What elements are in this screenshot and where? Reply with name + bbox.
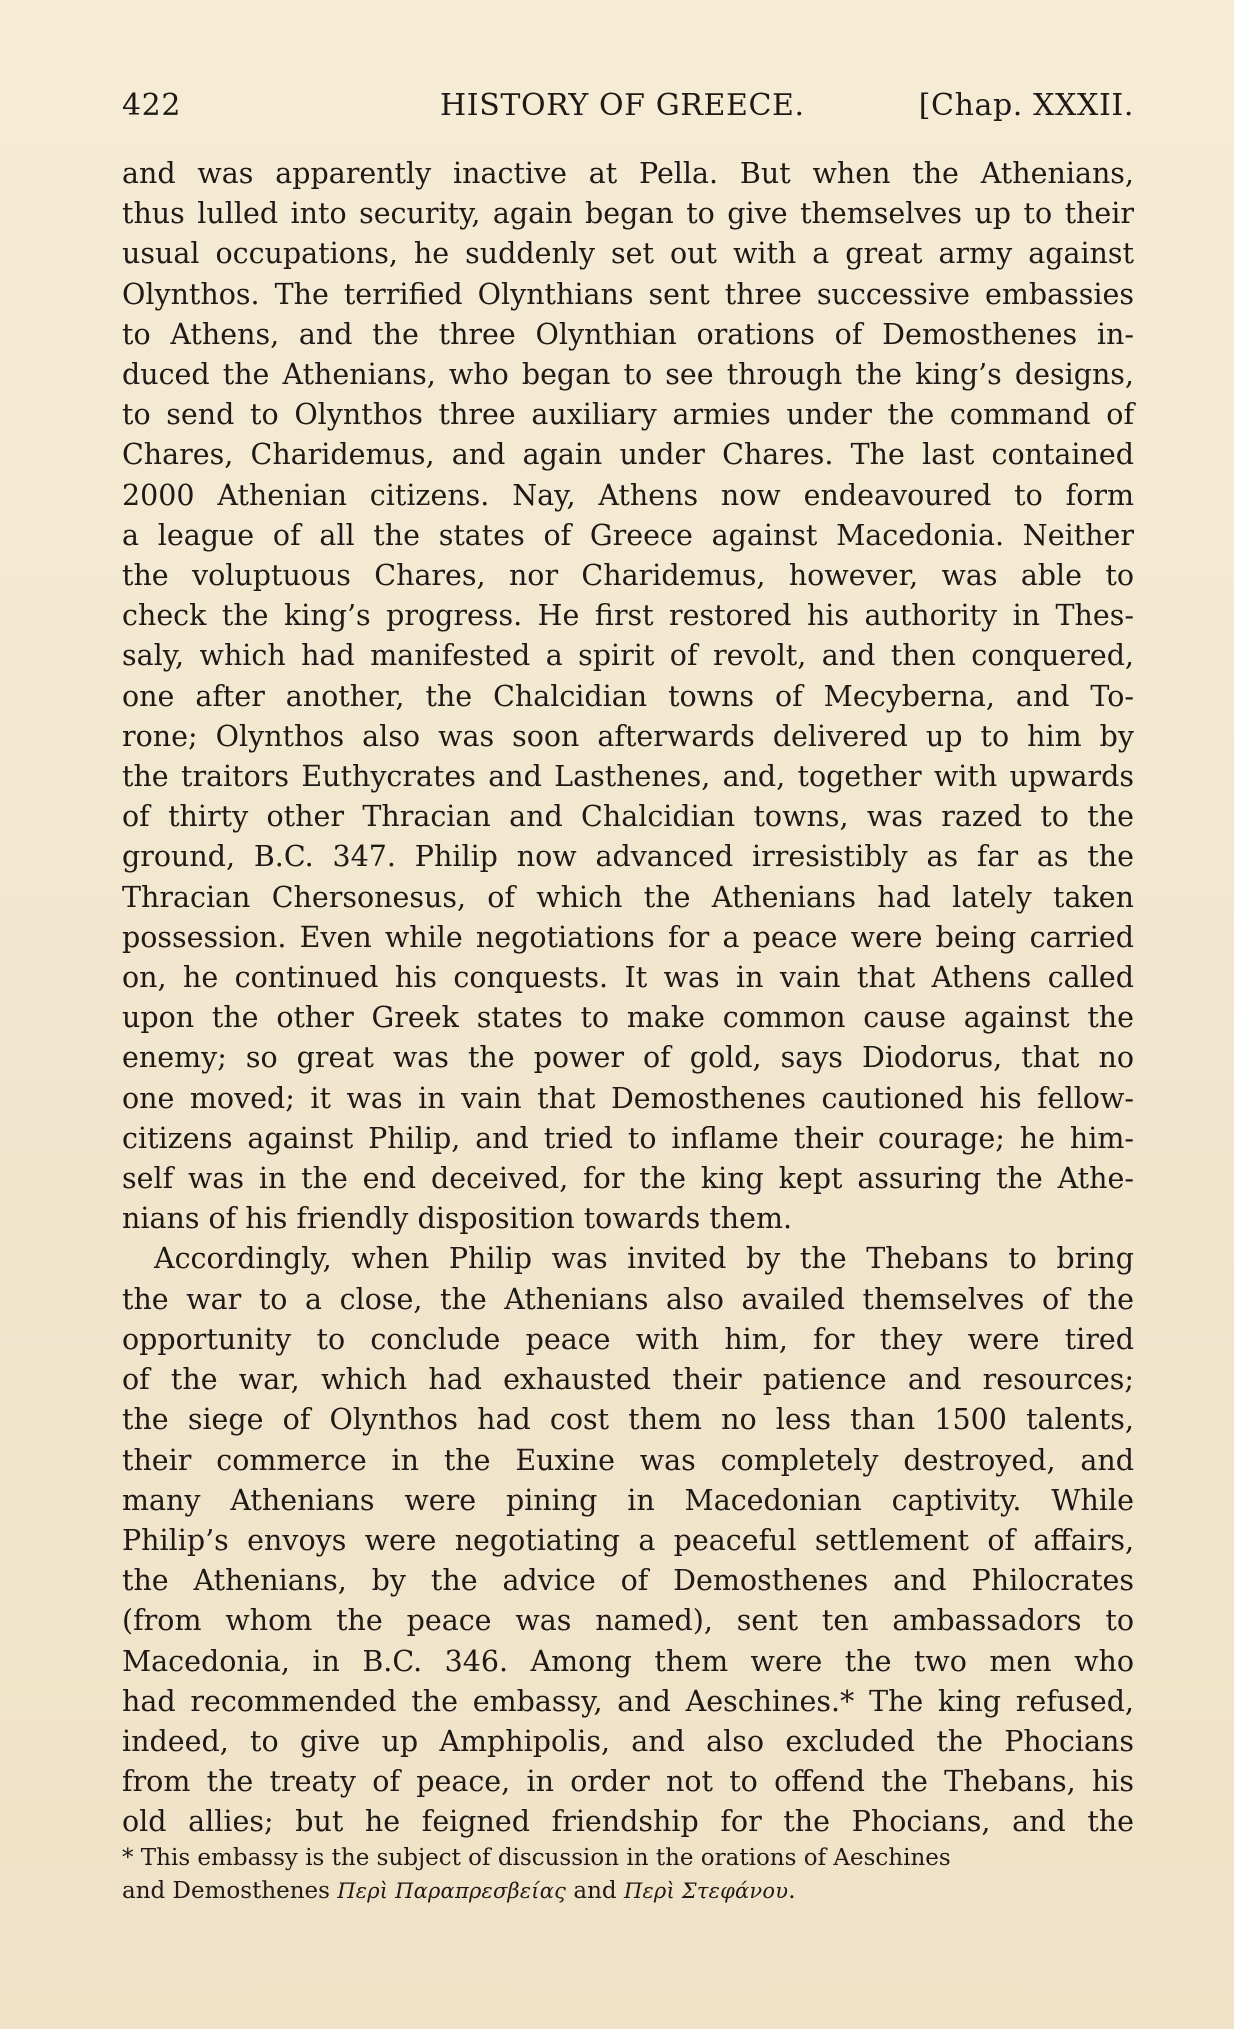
text-line-19: Thracian Chersonesus, of which the Athenians had lately taken	[122, 880, 1134, 914]
text-line-5: to Athens, and the three Olynthian orations of Demosthenes in-	[122, 317, 1134, 351]
text-line-13: saly, which had manifested a spirit of revolt, and then conquered,	[122, 639, 1134, 673]
main-text	[122, 154, 1134, 1843]
text-line-34: many Athenians were pining in Macedonian captivity. While	[122, 1483, 1134, 1517]
text-line-38: Macedonia, in B.C. 346. Among them were the two men who	[122, 1644, 1134, 1678]
footnote-text-mid: and	[566, 1878, 624, 1904]
text-line-3: usual occupations, he suddenly set out with a great army against	[122, 237, 1134, 271]
text-line-9: 2000 Athenian citizens. Nay, Athens now endeavoured to form	[122, 478, 1134, 512]
chapter-reference: [Chap. XXXII.	[918, 88, 1134, 123]
text-line-30: opportunity to conclude peace with him, for they were tired	[122, 1322, 1134, 1356]
footnote-greek-title-1: Περὶ Παραπρεσβείας	[337, 1879, 567, 1903]
text-line-16: the traitors Euthycrates and Lasthenes, and, together with upwards	[122, 760, 1134, 794]
running-title: HISTORY OF GREECE.	[440, 88, 805, 123]
text-line-32: the siege of Olynthos had cost them no less than 1500 talents,	[122, 1403, 1134, 1437]
text-line-36: the Athenians, by the advice of Demosthenes and Philocrates	[122, 1564, 1134, 1598]
text-line-22: upon the other Greek states to make common cause against the	[122, 1001, 1134, 1035]
text-line-10: a league of all the states of Greece against Macedonia. Neither	[122, 518, 1134, 552]
text-line-29: the war to a close, the Athenians also availed themselves of the	[122, 1282, 1134, 1316]
page-header	[122, 86, 1134, 126]
text-line-26: self was in the end deceived, for the king kept assuring the Athe-	[122, 1162, 1134, 1196]
footnote-text-end: .	[788, 1878, 796, 1904]
text-line-33: their commerce in the Euxine was completely destroyed, and	[122, 1443, 1134, 1477]
text-line-41: from the treaty of peace, in order not to offend the Thebans, his	[122, 1765, 1134, 1799]
footnote-line-2	[122, 1875, 1134, 1908]
text-line-25: citizens against Philip, and tried to inflame their courage; he him-	[122, 1121, 1134, 1155]
text-line-11: the voluptuous Chares, nor Charidemus, however, was able to	[122, 559, 1134, 593]
text-line-15: rone; Olynthos also was soon afterwards delivered up to him by	[122, 719, 1134, 753]
text-line-6: duced the Athenians, who began to see through the king’s designs,	[122, 358, 1134, 392]
text-line-23: enemy; so great was the power of gold, says Diodorus, that no	[122, 1041, 1134, 1075]
text-line-42: old allies; but he feigned friendship for the Phocians, and the	[122, 1805, 1134, 1839]
text-line-28: Accordingly, when Philip was invited by the Thebans to bring	[154, 1242, 1134, 1276]
text-line-31: of the war, which had exhausted their patience and resources;	[122, 1363, 1134, 1397]
text-line-12: check the king’s progress. He first restored his authority in Thes-	[122, 599, 1134, 633]
text-line-35: Philip’s envoys were negotiating a peaceful settlement of affairs,	[122, 1523, 1134, 1557]
footnote-text-prefix: and Demosthenes	[122, 1878, 338, 1904]
text-line-21: on, he continued his conquests. It was in vain that Athens called	[122, 961, 1134, 995]
text-line-24: one moved; it was in vain that Demosthenes cautioned his fellow-	[122, 1081, 1134, 1115]
text-line-40: indeed, to give up Amphipolis, and also excluded the Phocians	[122, 1724, 1134, 1758]
footnote-greek-title-2: Περὶ Στεφάνου	[623, 1879, 789, 1903]
text-line-18: ground, B.C. 347. Philip now advanced irresistibly as far as the	[122, 840, 1134, 874]
text-line-17: of thirty other Thracian and Chalcidian towns, was razed to the	[122, 800, 1134, 834]
footnote-line-1: * This embassy is the subject of discussion in the orations of Aeschines	[122, 1845, 951, 1871]
page-number: 422	[122, 88, 182, 123]
text-line-7: to send to Olynthos three auxiliary armies under the command of	[122, 398, 1134, 432]
text-line-37: (from whom the peace was named), sent ten ambassadors to	[122, 1604, 1134, 1638]
footnote	[122, 1842, 1134, 1908]
text-line-20: possession. Even while negotiations for a peace were being carried	[122, 920, 1134, 954]
text-line-1: and was apparently inactive at Pella. But when the Athenians,	[122, 157, 1134, 190]
text-line-39: had recommended the embassy, and Aeschines.* The king refused,	[122, 1684, 1134, 1718]
text-line-8: Chares, Charidemus, and again under Chares. The last contained	[122, 438, 1134, 472]
text-line-14: one after another, the Chalcidian towns of Mecyberna, and To-	[122, 679, 1134, 713]
text-line-27: nians of his friendly disposition towards them.	[122, 1202, 793, 1236]
text-line-4: Olynthos. The terrified Olynthians sent three successive embassies	[122, 277, 1134, 311]
text-line-2: thus lulled into security, again began to give themselves up to their	[122, 197, 1134, 231]
